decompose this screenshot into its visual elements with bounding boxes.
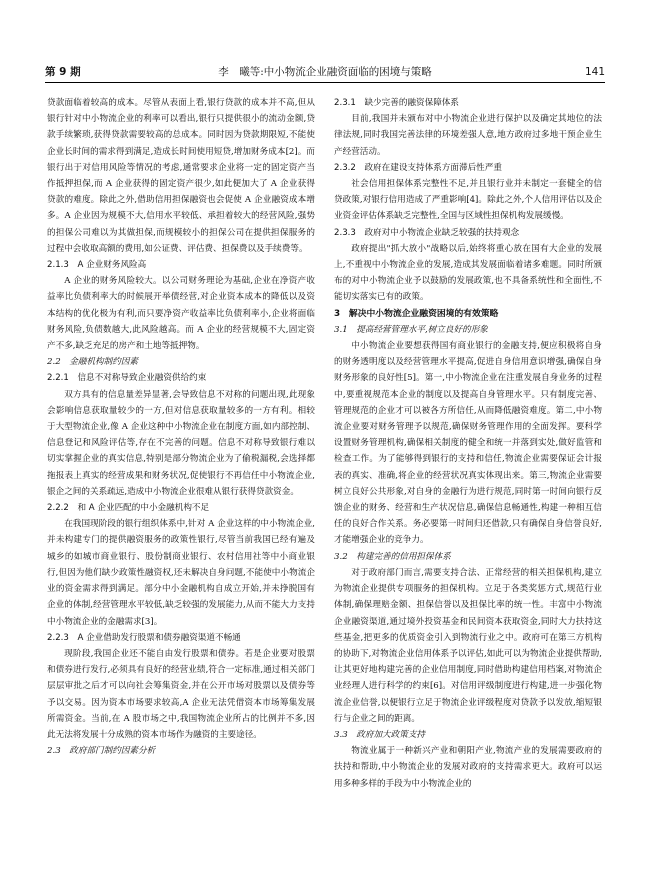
paragraph: 中小物流企业要想获得国有商业银行的金融支持,便应积极将自身的财务透明度以及经营管理水平提高,促进自身信用意识增强,确保自身财务形象的良好性[5]。第一,中小物流企业在注重发展自身业务的过程中,要重视规范本企业的制度以及提高自身管理水平。只有制度完善、管理规范的企业才可以被各方所信任,从而降低融资难度。第二,中小物流企业要对财务管理予以规范,确保财务管理作用的全面发挥。要科学设置财务管理机构,确保相关制度的健全和统一并落到实处,做好监管和检查工作。为了能够得到银行的支持和信任,物流企业需要保证会计报表的真实、准确,将企业的经营状况真实体现出来。第三,物流企业需要树立良好公共形象,对自身的金融行为进行规范,同时第一时间向银行反馈企业的财务、经营和生产状况信息,确保信息畅通性,构建一种相互信任的良好合作关系。务必要第一时间归还借款,只有确保自身信誉良好,才能增强企业的竞争力。 <box>334 341 602 546</box>
paragraph: 物流业属于一种新兴产业和朝阳产业,物流产业的发展需要政府的扶持和帮助,中小物流企业的发展对政府的支持需求更大。政府可以运用多种多样的手段为中小物流企业的 <box>334 746 602 789</box>
section-heading-2-1-3: 2.1.3 A 企业财务风险高 <box>47 260 147 271</box>
running-header <box>45 64 605 83</box>
section-heading-2-2-1: 2.2.1 信息不对称导致企业融资供给约束 <box>47 373 207 384</box>
running-title: 李 曦等:中小物流企业融资面临的困境与策略 <box>218 66 432 78</box>
section-heading-2-2: 2.2 金融机构制约因素 <box>47 357 139 368</box>
paragraph: 社会信用担保体系完整性不足,并且银行业并未制定一套健全的信贷政策,对银行信用造成了严重影响[4]。除此之外,个人信用评估以及企业资金评估体系缺乏完整性,全国与区域性担保机构发展缓慢。 <box>334 179 602 222</box>
section-heading-2-3-1: 2.3.1 缺少完善的融资保障体系 <box>334 98 459 108</box>
paragraph: 贷款面临着较高的成本。尽管从表面上看,银行贷款的成本并不高,但从银行针对中小物流企业的利率可以看出,银行只提供很小的流动金额,贷款手续繁琐,获得贷款需要较高的总成本。同时因为贷款期限短,不能使企业长时间的需求得到满足,造成长时间使用短贷,增加财务成本[2]。而银行出于对信用风险等情况的考虑,通常要求企业将一定的固定资产当作抵押担保,而 A 企业获得的固定资产很少,如此便加大了 A 企业获得贷款的难度。除此之外,借助信用担保融资也会促使 A 企业融资成本增多。A 企业因为规模不大,信用水平较低、承担着较大的经营风险,强势的担保公司难以为其做担保,而规模较小的担保公司在提供担保服务的过程中会收取高额的费用,如公证费、评估费、担保费以及手续费等。 <box>47 98 315 254</box>
right-column <box>334 95 602 792</box>
paragraph: 双方具有的信息量差异显著,会导致信息不对称的问题出现,此现象会影响信息获取量较少的一方,但对信息获取量较多的一方有利。相较于大型物流企业,像 A 企业这种中小物流企业在制度方面,如内部控制、信息登记和风险评估等,存在不完善的问题。信息不对称导致银行难以切实掌握企业的真实信息,特别是部分物流企业为了偷税漏税,会选择都拖报表上真实的经营成果和财务状况,促使银行不再信任中小物流企业,银企之间的关系疏远,造成中小物流企业很难从银行获得贷款资金。 <box>47 389 315 497</box>
issue-number: 第 9 期 <box>45 66 81 78</box>
section-heading-2-3-2: 2.3.2 政府在建设支持体系方面滞后性严重 <box>334 162 502 173</box>
paragraph: 对于政府部门而言,需要支持合法、正常经营的相关担保机构,建立为物流企业提供专项服务的担保机构。立足于各类奖惩方式,规范行业体制,确保理赔金额、担保信誉以及担保比率的统一性。丰富中小物流企业融资渠道,通过境外投资基金和民间资本获取资金,同时大力扶持这些基金,把更多的优质资金引入到物流行业之中。政府可在第三方机构的协助下,对物流企业信用体系予以评估,如此可以为物流企业提供帮助,让其更好地构建完善的企业信用制度,同时借助构建信用档案,对物流企业经理人进行科学的约束[6]。对信用评级制度进行构建,进一步强化物流企业信誉,以便银行立足于物流企业评级程度对贷款予以发放,缩短银行与企业之间的距离。 <box>334 567 602 724</box>
paragraph: 现阶段,我国企业还不能自由发行股票和债券。若是企业要对股票和债券进行发行,必须具有良好的经营业绩,符合一定标准,通过相关部门层层审批之后才可以向社会筹集资金,并在公开市场对股票以及债券等予以交易。因为资本市场要求较高,A 企业无法凭借资本市场筹集发展所需资金。当前,在 A 股市场之中,我国物流企业所占的比例并不多,因此无法将发展十分成熟的资本市场作为融资的主要途径。 <box>47 648 315 740</box>
section-heading-3-1: 3.1 提高经营管理水平,树立良好的形象 <box>334 324 488 335</box>
section-heading-2-2-3: 2.2.3 A 企业借助发行股票和债券融资渠道不畅通 <box>47 632 241 643</box>
paragraph: 政府提出"抓大放小"战略以后,始终将重心放在国有大企业的发展上,不重视中小物流企业的发展,造成其发展面临着诸多难题。同时所颁布的对中小物流企业予以鼓励的发展政策,也不具备系统性和全面性,不能切实落实已有的政策。 <box>334 243 602 303</box>
page-number: 141 <box>584 66 605 78</box>
section-heading-3: 3 解决中小物流企业融资困境的有效策略 <box>334 308 499 319</box>
section-heading-3-3: 3.3 政府加大政策支持 <box>334 729 426 740</box>
section-heading-3-2: 3.2 构建完善的信用担保体系 <box>334 551 451 562</box>
left-column <box>47 95 315 759</box>
paragraph: 在我国现阶段的银行组织体系中,针对 A 企业这样的中小物流企业,并未构建专门的提供融资服务的政策性银行,尽管当前我国已经有遍及城乡的如城市商业银行、股份制商业银行、农村信用社等中小商业银行,但因为他们缺少政策性融资权,还未解决自身问题,不能使中小物流企业的资金需求得到满足。部分中小金融机构自成立开始,并未挣脱国有企业的体制,经营管理水平较低,缺乏较强的发展能力,从而不能大力支持中小物流企业的金融需求[3]。 <box>47 519 315 627</box>
section-heading-2-3-3: 2.3.3 政府对中小物流企业缺乏较强的扶持观念 <box>334 227 520 238</box>
paragraph: A 企业的财务风险较大。以公司财务理论为基础,企业在净资产收益率比负债利率大的时候展开举债经营,对企业资本成本的降低以及资本结构的优化极为有利,而只要净资产收益率比负债利率小,企业将面临财务风险,负债数越大,此风险越高。而 A 企业的经营规模不大,固定资产不多,缺乏充足的房产和土地等抵押物。 <box>47 276 315 352</box>
paragraph: 目前,我国并未颁布对中小物流企业进行保护以及确定其地位的法律法规,同时我国完善法律的环境差强人意,地方政府过多地干预企业生产经营活动。 <box>334 114 602 157</box>
section-heading-2-2-2: 2.2.2 和 A 企业匹配的中小金融机构不足 <box>47 503 210 514</box>
section-heading-2-3: 2.3 政府部门制约因素分析 <box>47 746 156 757</box>
